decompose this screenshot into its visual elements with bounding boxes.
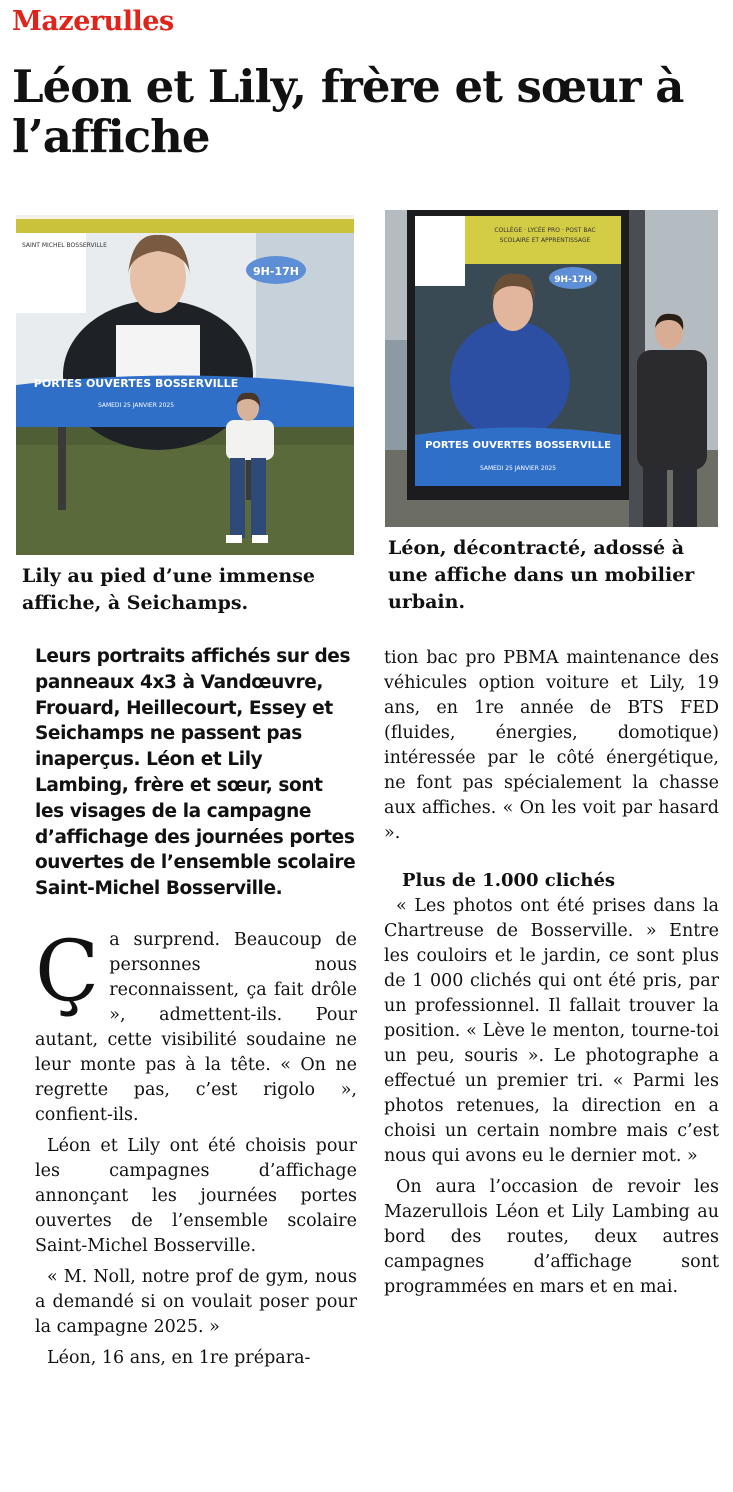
photo-caption-right: Léon, décontracté, adossé à une affiche dans un mobilier urbain.	[388, 537, 695, 613]
headline: Léon et Lily, frère et sœur à l’affiche	[12, 60, 684, 163]
article-body-left	[35, 921, 357, 1371]
paragraph-1	[35, 921, 357, 1128]
paragraph-4: Léon, 16 ans, en 1re prépara-	[47, 1347, 311, 1368]
poster-date-left: SAMEDI 25 JANVIER 2025	[97, 402, 175, 409]
poster-title-right: PORTES OUVERTES BOSSERVILLE	[425, 440, 611, 451]
poster-date-right: SAMEDI 25 JANVIER 2025	[479, 465, 557, 472]
poster-hours-left: 9H-17H	[253, 265, 299, 278]
photo-caption-left: Lily au pied d’une immense affiche, à Seichamps.	[22, 565, 316, 614]
poster-top-line2: SCOLAIRE ET APPRENTISSAGE	[499, 237, 591, 244]
poster-hours-right: 9H-17H	[554, 275, 592, 285]
paragraph-6: On aura l’occasion de revoir les Mazerullois Léon et Lily Lambing au bord des routes, deux autres campagnes d’affichage sont programmées en mars et en mai.	[384, 1177, 719, 1297]
billboard-illustration	[16, 215, 354, 555]
photo-leon-abribus	[385, 210, 718, 527]
article-column-right	[384, 646, 719, 1300]
paragraph-4-continued: tion bac pro PBMA maintenance des véhicules option voiture et Lily, 19 ans, en 1re année de BTS FED (fluides, énergies, domotique) intéressée par le côté énergétique, ne font pas spécialement la chasse aux affiches. « On les voit par hasard ».	[384, 648, 719, 843]
paragraph-1-text: a surprend. Beaucoup de personnes nous reconnaissent, ça fait drôle », admettent-ils. Pour autant, cette visibilité soudaine ne leur monte pas à la tête. « On ne regrette pas, c’est rigolo », confient-ils.	[35, 929, 357, 1125]
paragraph-5: « Les photos ont été prises dans la Chartreuse de Bosserville. » Entre les couloirs et le jardin, ce sont plus de 1 000 clichés qui ont été pris, par un professionnel. Il fallait trouver la position. « Lève le menton, tourne-toi un peu, souris ». Le photographe a effectué un premier tri. « Parmi les photos retenues, la direction en a choisi un certain nombre mais c’est nous qui avons eu le dernier mot. »	[384, 896, 719, 1166]
paragraph-3: « M. Noll, notre prof de gym, nous a demandé si on voulait poser pour la campagne 2025. »	[35, 1266, 357, 1337]
kicker: Mazerulles	[12, 6, 174, 37]
article-lead: Leurs portraits affichés sur des panneaux 4x3 à Vandœuvre, Frouard, Heillecourt, Essey et Seichamps ne passent pas inaperçus. Léon et Lily Lambing, frère et sœur, sont les visages de la campagne d’affichage des journées portes ouvertes de l’ensemble scolaire Saint-Michel Bosserville.	[35, 646, 356, 900]
abribus-illustration	[385, 210, 718, 527]
drop-cap: Ç	[35, 921, 100, 1020]
poster-logo-left: SAINT MICHEL BOSSERVILLE	[22, 242, 107, 249]
poster-title-left: PORTES OUVERTES BOSSERVILLE	[33, 377, 239, 390]
poster-top-line1: COLLÈGE · LYCÉE PRO · POST BAC	[494, 227, 596, 234]
photo-lily-billboard	[16, 215, 354, 555]
paragraph-2: Léon et Lily ont été choisis pour les campagnes d’affichage annonçant les journées portes ouvertes de l’ensemble scolaire Saint-Michel Bosserville.	[35, 1135, 357, 1256]
article-body-right	[384, 646, 719, 1300]
article-column-left	[35, 644, 357, 1371]
subheading: Plus de 1.000 clichés	[402, 870, 616, 891]
